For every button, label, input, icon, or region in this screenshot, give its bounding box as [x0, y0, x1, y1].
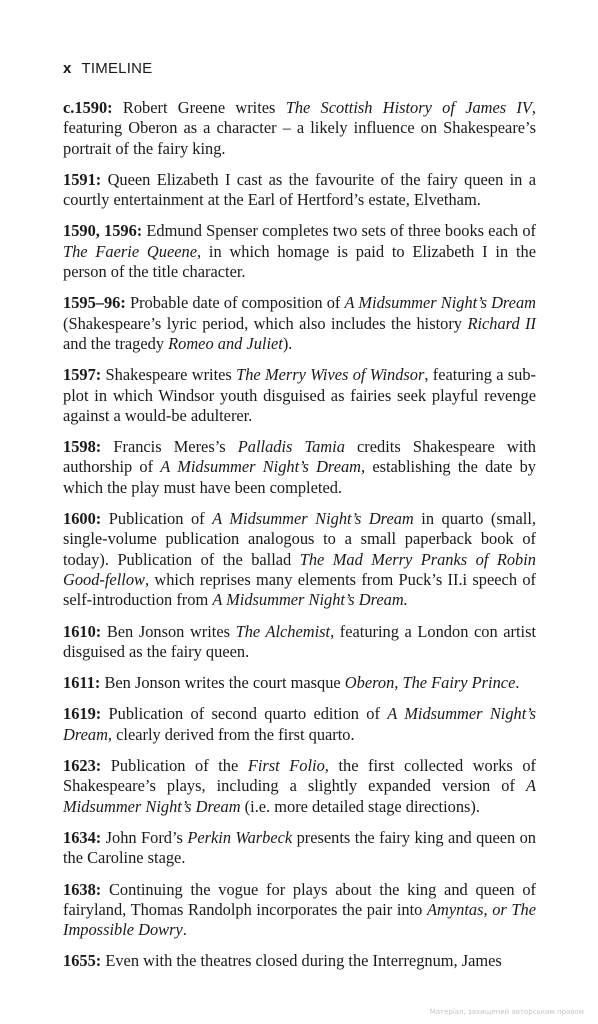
timeline-entry: [63, 756, 536, 817]
entry-title-italic: A Midsummer Night’s Dream: [63, 776, 536, 816]
entry-text: credits Shakespeare with authorship of: [63, 437, 536, 477]
entry-text: , in which homage is paid to Elizabeth I in the person of the title character.: [63, 241, 536, 282]
entry-date: 1634:: [63, 827, 102, 847]
entry-text: Queen Elizabeth I cast as the favourite of the fairy queen in a courtly entertainment at the Earl of Hertford’s estate, Elvetham.: [63, 169, 536, 210]
entry-text: Publication of second quarto edition of: [101, 704, 388, 724]
timeline-entry: [63, 673, 536, 693]
entry-text: (Shakespeare’s lyric period, which also includes the history: [63, 313, 468, 333]
entry-title-italic: A Midsummer Night’s Dream.: [212, 590, 408, 610]
section-title: TIMELINE: [81, 60, 153, 77]
entry-date: 1591:: [63, 169, 102, 189]
timeline-entry: [63, 98, 536, 159]
entry-text: Even with the theatres closed during the Interregnum, James: [101, 951, 502, 971]
entry-date: 1590, 1596:: [63, 221, 143, 241]
entry-text: Edmund Spenser completes two sets of three books each of: [142, 221, 536, 241]
entry-text: , which reprises many elements from Puck’s II.i speech of self-introduction from: [63, 569, 536, 610]
timeline-entry: [63, 622, 536, 663]
copyright-watermark: Матеріал, захищений авторським правом: [429, 1008, 584, 1016]
entry-date: 1638:: [63, 879, 102, 899]
entry-text: Francis Meres’s: [101, 437, 238, 457]
timeline-entry: [63, 880, 536, 941]
running-header: [63, 60, 152, 77]
entry-title-italic: Amyntas, or The Impossible Dowry: [63, 899, 537, 940]
entry-title-italic: A Midsummer Night’s Dream: [160, 457, 362, 477]
entry-date: 1610:: [63, 621, 102, 641]
entry-date: 1598:: [63, 437, 102, 457]
entry-text: Ben Jonson writes the court masque: [100, 673, 345, 693]
entry-text: , featuring Oberon as a character – a likely influence on Shakespeare’s portrait of the fairy king.: [63, 98, 537, 158]
timeline-entry: [63, 509, 536, 610]
entry-title-italic: First Folio: [247, 756, 325, 776]
entry-text: .: [515, 673, 520, 693]
entry-text: Continuing the vogue for plays about the king and queen of fairyland, Thomas Randolph incorporates the pair into: [63, 879, 536, 919]
entry-text: in quarto (small, single-volume publication analogous to a small paperback book of today). Publication of the ballad: [63, 509, 537, 569]
timeline-entry: [63, 365, 536, 426]
entry-date: 1600:: [63, 509, 102, 529]
entry-text: Robert Greene writes: [112, 98, 286, 117]
entry-title-italic: A Midsummer Night’s Dream: [63, 704, 536, 744]
entry-text: (i.e. more detailed stage directions).: [240, 796, 480, 816]
entry-text: , featuring a London con artist disguised as the fairy queen.: [63, 621, 536, 661]
entry-text: , establishing the date by which the play must have been completed.: [63, 457, 536, 497]
entry-title-italic: The Scottish History of James IV: [285, 98, 532, 117]
entry-title-italic: Perkin Warbeck: [187, 827, 293, 847]
entry-title-italic: Oberon, The Fairy Prince: [344, 673, 516, 693]
entry-date: 1611:: [63, 673, 101, 693]
entry-text: Publication of: [101, 509, 213, 529]
timeline-entry: [63, 704, 536, 745]
entry-text: John Ford’s: [101, 827, 188, 847]
entry-text: presents the fairy king and queen on the Caroline stage.: [63, 827, 536, 868]
entry-title-italic: The Faerie Queene: [63, 241, 197, 261]
entry-date: 1623:: [63, 756, 102, 776]
timeline-entry: [63, 828, 536, 869]
entry-text: , clearly derived from the first quarto.: [107, 724, 355, 744]
timeline-entry: [63, 293, 536, 354]
page-number: x: [63, 60, 72, 77]
entry-text: , featuring a sub-plot in which Windsor youth disguised as fairies seek playful revenge against a would-be adulterer.: [63, 365, 536, 425]
entry-text: .: [182, 920, 187, 940]
entry-date: 1619:: [63, 704, 102, 724]
entry-title-italic: Richard II: [467, 313, 536, 333]
entry-text: Probable date of composition of: [125, 293, 345, 313]
entry-text: Ben Jonson writes: [101, 621, 236, 641]
entry-text: ).: [282, 333, 293, 353]
timeline-entry: [63, 951, 536, 971]
entry-text: Publication of the: [101, 756, 248, 776]
entry-title-italic: Palladis Tamia: [237, 437, 345, 457]
entry-title-italic: A Midsummer Night’s Dream: [344, 293, 536, 313]
timeline-list: [63, 98, 536, 983]
timeline-entry: [63, 221, 536, 282]
entry-title-italic: A Midsummer Night’s Dream: [212, 509, 414, 529]
entry-title-italic: The Mad Merry Pranks of Robin Good-fellow: [63, 549, 536, 589]
timeline-entry: [63, 170, 536, 211]
entry-date: 1597:: [63, 365, 102, 385]
entry-date: 1595–96:: [63, 293, 126, 313]
timeline-entry: [63, 437, 536, 498]
entry-title-italic: The Alchemist: [235, 621, 331, 641]
entry-title-italic: The Merry Wives of Windsor: [236, 365, 425, 385]
entry-text: , the first collected works of Shakespeare’s plays, including a slightly expanded version of: [63, 756, 536, 796]
entry-text: and the tragedy: [63, 333, 169, 353]
entry-date: c.1590:: [63, 98, 113, 117]
entry-title-italic: Romeo and Juliet: [168, 333, 283, 353]
entry-text: Shakespeare writes: [101, 365, 237, 385]
entry-date: 1655:: [63, 951, 102, 971]
